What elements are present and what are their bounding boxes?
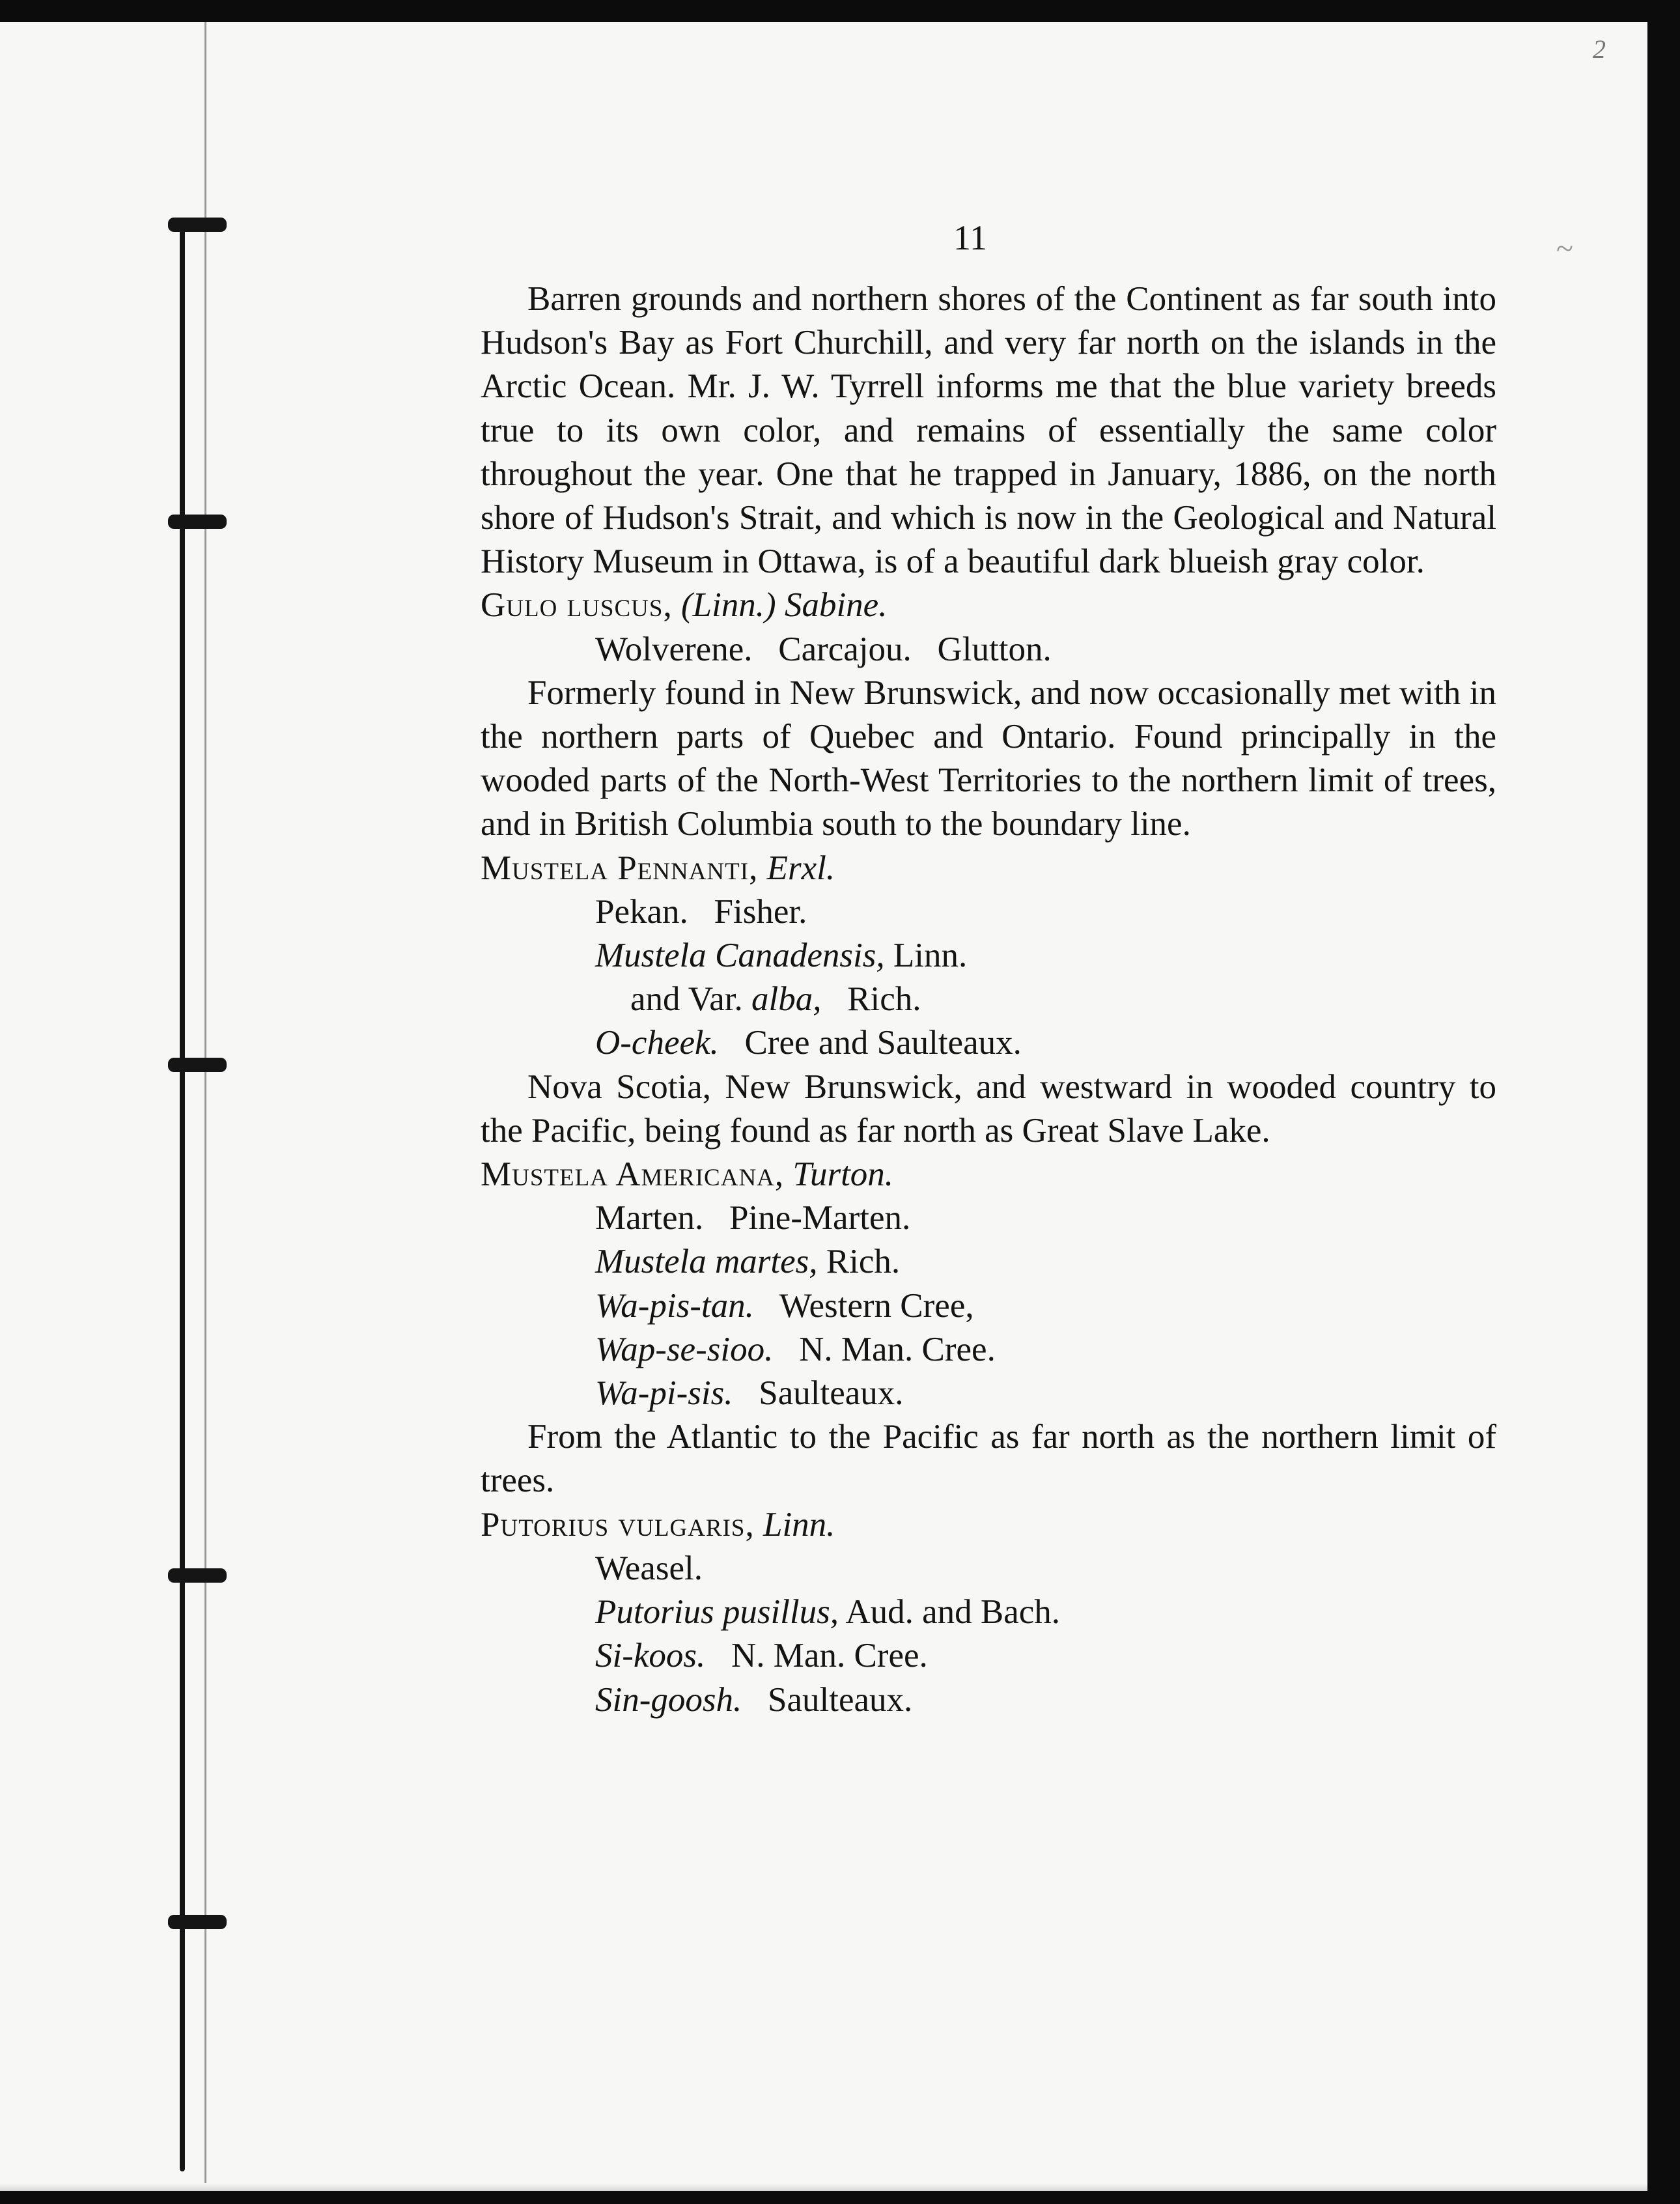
corner-folio-mark: 2: [1593, 35, 1606, 64]
native-name-line: Wa-pis-tan. Western Cree,: [595, 1286, 974, 1325]
species-heading: [481, 1503, 1496, 1547]
species-entry-gulo: [481, 584, 1496, 846]
binding-thread: [180, 218, 185, 2171]
species-authority: Erxl.: [766, 849, 835, 887]
species-genus: Mustela Pennanti,: [481, 849, 759, 887]
synonym-line: Putorius pusillus, Aud. and Bach.: [595, 1593, 1061, 1632]
native-name-line: Wap-se-sioo. N. Man. Cree.: [595, 1330, 996, 1368]
species-heading: [481, 1153, 1496, 1196]
native-name-line: Wa-pi-sis. Saulteaux.: [595, 1374, 904, 1413]
species-entry-americana: [481, 1153, 1496, 1503]
binding-stitch: [168, 1915, 227, 1929]
binding-stitch: [168, 218, 227, 232]
species-heading: [481, 584, 1496, 627]
margin-pencil-mark: ~: [1556, 231, 1573, 266]
common-names: Weasel.: [595, 1549, 703, 1587]
page-number: 11: [953, 218, 987, 257]
species-entry-putorius: [481, 1503, 1496, 1722]
species-authority: Turton.: [792, 1155, 894, 1194]
species-genus: Gulo luscus,: [481, 586, 673, 625]
common-names: Wolverene. Carcajou. Glutton.: [595, 630, 1052, 668]
species-authority: Linn.: [763, 1505, 835, 1544]
page-fold-line: [204, 22, 206, 2191]
native-name-line: Sin-goosh. Saulteaux.: [595, 1680, 913, 1719]
intro-paragraph: Barren grounds and northern shores of the Continent as far south into Hudson's Bay as Fort Churchill, and very far north on the islands in the Arctic Ocean. Mr. J. W. Tyrrell informs me that the blue variety breeds true to its own color, and remains of essentially the same color throughout the year. One that he trapped in January, 1886, on the north shore of Hudson's Strait, and which is now in the Geological and Natural History Museum in Ottawa, is of a beautiful dark blueish gray color.: [481, 280, 1496, 581]
page-body: [481, 215, 1496, 1722]
range-paragraph: Formerly found in New Brunswick, and now occasionally met with in the northern parts of Quebec and Ontario. Found principally in the wooded parts of the North-West Territories to the northern limit of trees, and in British Columbia south to the boundary line.: [481, 673, 1496, 843]
synonym-line: and Var. alba, Rich.: [630, 980, 921, 1019]
species-heading: [481, 847, 1496, 890]
native-name-line: O-cheek. Cree and Saulteaux.: [595, 1024, 1022, 1062]
species-entry-pennanti: [481, 847, 1496, 1153]
range-paragraph: From the Atlantic to the Pacific as far north as the northern limit of trees.: [481, 1418, 1496, 1500]
scan-edge: [1647, 22, 1680, 2204]
synonym-line: Mustela Canadensis, Linn.: [595, 937, 968, 975]
common-names: Marten. Pine-Marten.: [595, 1199, 911, 1237]
binding-stitch: [168, 1058, 227, 1072]
binding-stitch: [168, 515, 227, 529]
range-paragraph: Nova Scotia, New Brunswick, and westward in wooded country to the Pacific, being found as far north as Great Slave Lake.: [481, 1067, 1496, 1150]
binding-stitch: [168, 1568, 227, 1583]
native-name-line: Si-koos. N. Man. Cree.: [595, 1637, 928, 1675]
synonym-line: Mustela martes, Rich.: [595, 1243, 901, 1281]
species-genus: Mustela Americana,: [481, 1155, 785, 1194]
species-authority: (Linn.) Sabine.: [680, 586, 888, 625]
common-names: Pekan. Fisher.: [595, 892, 807, 931]
species-genus: Putorius vulgaris,: [481, 1505, 755, 1544]
